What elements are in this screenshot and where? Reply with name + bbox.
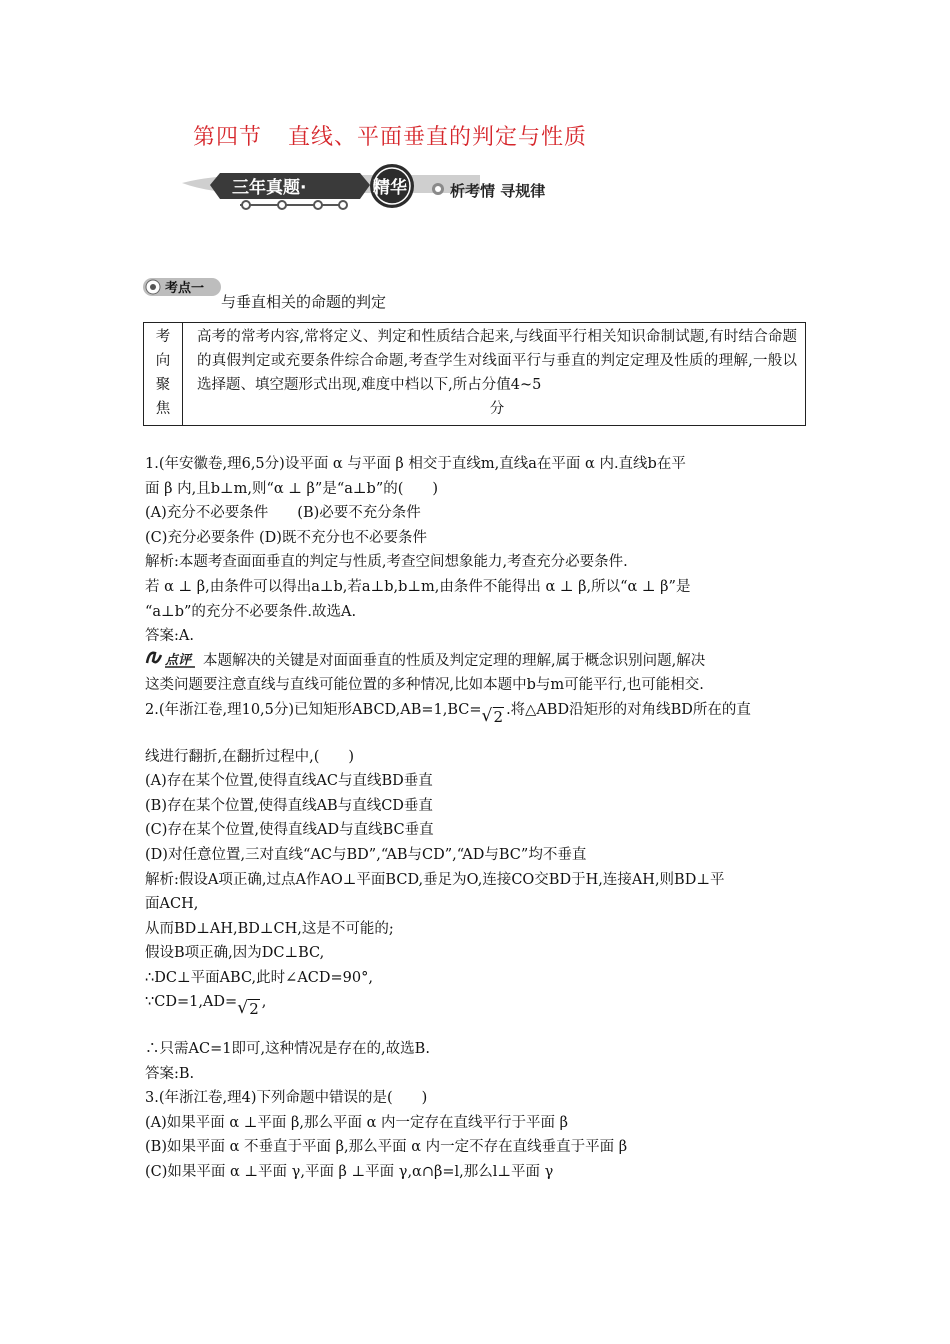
q1-option-ab: (A)充分不必要条件 (B)必要不充分条件 bbox=[145, 505, 421, 522]
q1-analysis: 解析:本题考查面面垂直的判定与性质,考查空间想象能力,考查充分必要条件. bbox=[145, 554, 628, 571]
comment-icon bbox=[145, 649, 197, 669]
q1-option-cd: (C)充分必要条件 (D)既不充分也不必要条件 bbox=[145, 529, 427, 546]
banner-badge-text: 精华 bbox=[373, 178, 407, 198]
sqrt-expression: √ 2 bbox=[239, 1001, 260, 1017]
q1-comment: 点评 本题解决的关键是对面面垂直的性质及判定定理的理解,属于概念识别问题,解决 bbox=[145, 649, 810, 674]
section-title: 直线、平面垂直的判定与性质 bbox=[288, 125, 588, 150]
q1-line: 1.(年安徽卷,理6,5分)设平面 α 与平面 β 相交于直线m,直线a在平面 α 内.直线b在平 bbox=[145, 456, 686, 472]
q3-option-a: (A)如果平面 α ⊥平面 β,那么平面 α 内一定存在直线平行于平面 β bbox=[145, 1114, 569, 1131]
banner bbox=[180, 163, 590, 215]
q2-analysis: ∵CD=1,AD=√ 2 , bbox=[145, 990, 810, 1015]
focus-head: 考 向 聚 焦 bbox=[144, 323, 183, 426]
q2-analysis: 解析:假设A项正确,过点A作AO⊥平面BCD,垂足为O,连接CO交BD于H,连接AH,则BD⊥平 bbox=[145, 871, 725, 888]
q2-line: 线进行翻折,在翻折过程中,( ) bbox=[145, 748, 355, 765]
q3-option-c: (C)如果平面 α ⊥平面 γ,平面 β ⊥平面 γ,α∩β=l,那么l⊥平面 γ bbox=[145, 1164, 554, 1181]
focus-text: 高考的常考内容,常将定义、判定和性质结合起来,与线面平行相关知识命制试题,有时结合命题的真假判定或充要条件综合命题,考查学生对线面平行与垂直的判定定理及性质的理解,一般以选择题、填空题形式出现,难度中档以下,所占分值4~5 bbox=[197, 329, 797, 393]
kaodian-title: 与垂直相关的命题的判定 bbox=[221, 293, 387, 311]
q2-analysis: ∴只需AC=1即可,这种情况是存在的,故选B. bbox=[145, 1041, 430, 1058]
q3-option-b: (B)如果平面 α 不垂直于平面 β,那么平面 α 内一定不存在直线垂直于平面 β bbox=[145, 1139, 628, 1156]
questions bbox=[145, 452, 810, 1185]
q2-option-d: (D)对任意位置,三对直线“AC与BD”,“AB与CD”,“AD与BC”均不垂直 bbox=[145, 846, 587, 863]
q2-line: 2.(年浙江卷,理10,5分)已知矩形ABCD,AB=1,BC=√ 2 .将△ABD沿矩形的对角线BD所在的直 bbox=[145, 698, 810, 723]
q1-analysis: 若 α ⊥ β,由条件可以得出a⊥b,若a⊥b,b⊥m,由条件不能得出 α ⊥ β,所以“α ⊥ β”是 bbox=[145, 578, 691, 595]
page-title bbox=[193, 120, 587, 151]
focus-body bbox=[183, 323, 806, 426]
q2-analysis: ∴DC⊥平面ABC,此时∠ACD=90°, bbox=[145, 969, 373, 986]
focus-table bbox=[143, 322, 806, 426]
focus-text-last: 分 bbox=[489, 401, 505, 417]
kaodian-badge-text: 考点一 bbox=[165, 281, 205, 296]
sqrt-expression: √ 2 bbox=[484, 709, 505, 725]
q2-analysis: 面ACH, bbox=[145, 896, 199, 913]
q1-comment: 这类问题要注意直线与直线可能位置的多种情况,比如本题中b与m可能平行,也可能相交. bbox=[145, 677, 704, 694]
section-number: 第四节 bbox=[193, 125, 263, 150]
q2-analysis: 假设B项正确,因为DC⊥BC, bbox=[145, 945, 325, 962]
q1-analysis: “a⊥b”的充分不必要条件.故选A. bbox=[145, 603, 357, 620]
q2-option-b: (B)存在某个位置,使得直线AB与直线CD垂直 bbox=[145, 797, 433, 814]
kaodian-badge bbox=[143, 276, 221, 298]
q3-line: 3.(年浙江卷,理4)下列命题中错误的是( ) bbox=[145, 1090, 428, 1107]
q1-answer: 答案:A. bbox=[145, 628, 194, 645]
q2-analysis: 从而BD⊥AH,BD⊥CH,这是不可能的; bbox=[145, 920, 394, 937]
q2-option-a: (A)存在某个位置,使得直线AC与直线BD垂直 bbox=[145, 773, 433, 790]
banner-main-text: 三年真题· bbox=[232, 178, 307, 198]
q1-line: 面 β 内,且b⊥m,则“α ⊥ β”是“a⊥b”的( ) bbox=[145, 480, 439, 497]
q2-option-c: (C)存在某个位置,使得直线AD与直线BC垂直 bbox=[145, 822, 434, 839]
q2-answer: 答案:B. bbox=[145, 1065, 195, 1082]
svg-text:点评: 点评 bbox=[165, 652, 192, 668]
banner-side-text: 析考情 寻规律 bbox=[450, 182, 546, 200]
